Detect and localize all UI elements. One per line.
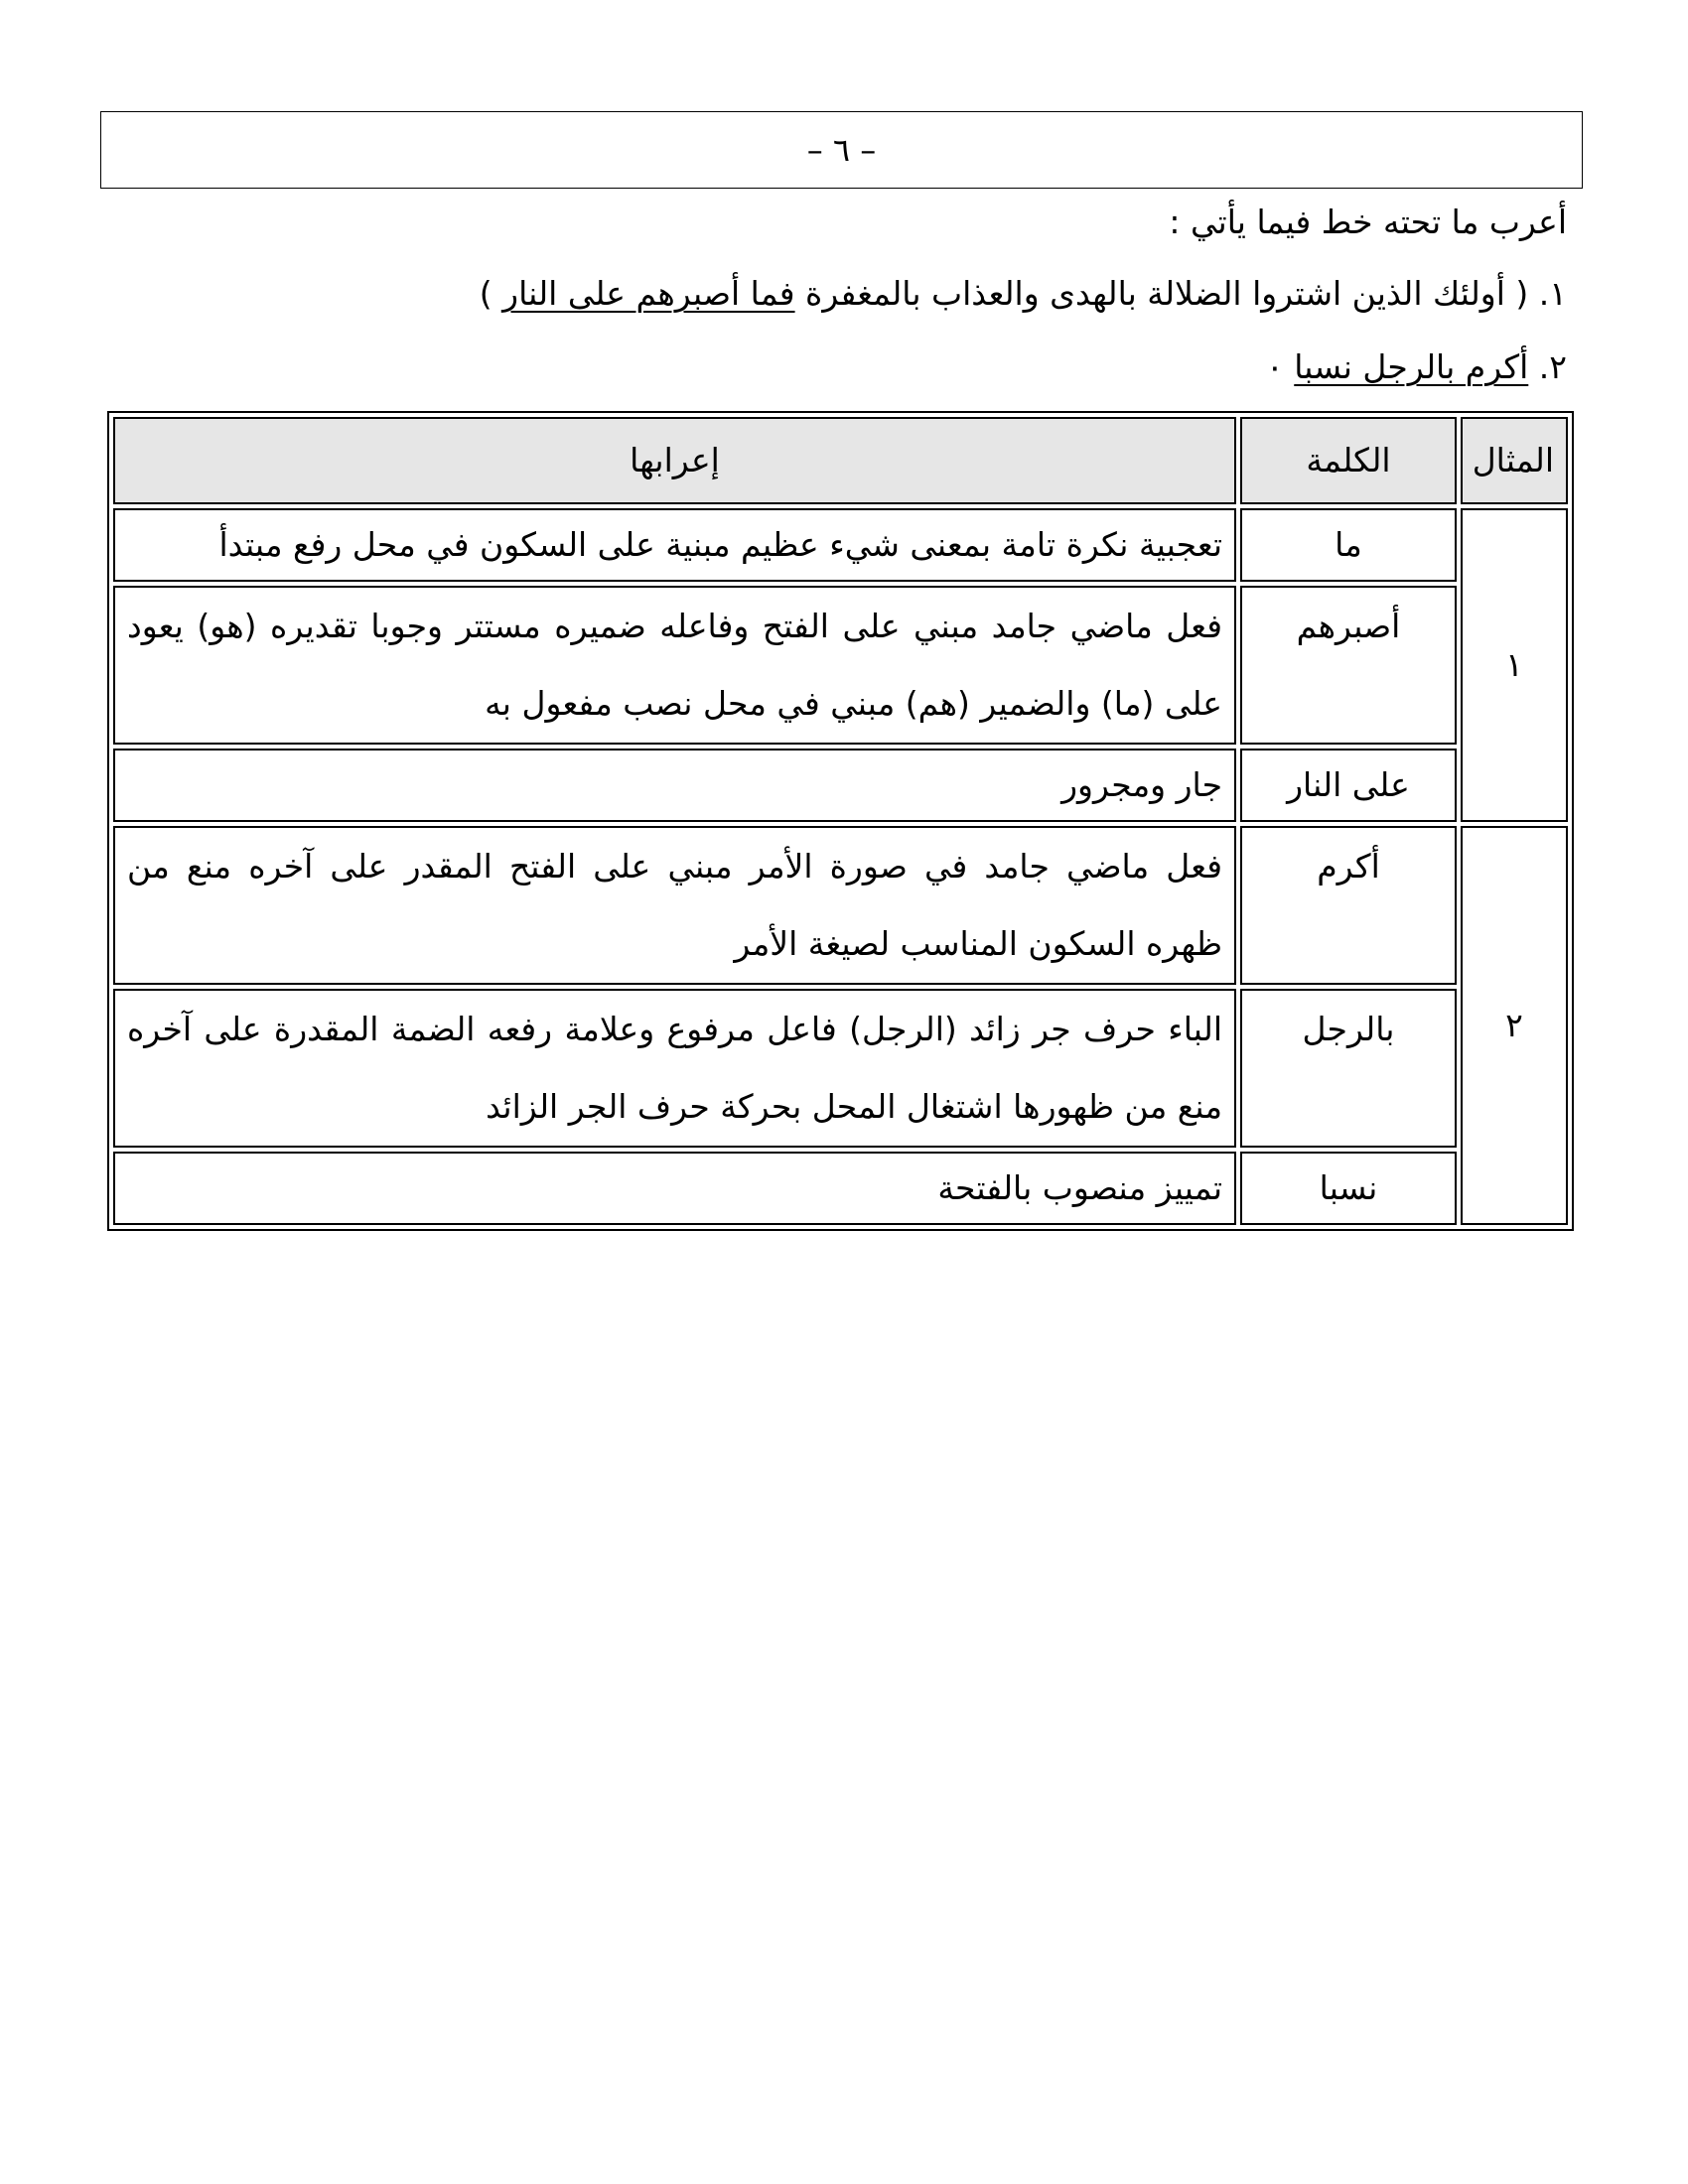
word-cell: بالرجل xyxy=(1240,989,1457,1148)
instruction: أعرب ما تحته خط فيما يأتي : xyxy=(1169,203,1567,241)
header-example: المثال xyxy=(1461,417,1568,504)
table-row xyxy=(113,989,1568,1148)
table-row xyxy=(113,1152,1568,1225)
sentence-1 xyxy=(480,274,1567,314)
word-cell: ما xyxy=(1240,508,1457,582)
parsing-cell: فعل ماضي جامد في صورة الأمر مبني على الفتح المقدر على آخره منع من ظهره السكون المناسب لصيغة الأمر xyxy=(113,826,1236,985)
parsing-cell: تعجبية نكرة تامة بمعنى شيء عظيم مبنية على السكون في محل رفع مبتدأ xyxy=(113,508,1236,582)
table-row xyxy=(113,508,1568,582)
page-number: – ٦ – xyxy=(806,131,877,169)
example-number-2: ٢ xyxy=(1461,826,1568,1225)
table-header-row xyxy=(113,417,1568,504)
sentence-2-suffix: ٠ xyxy=(1266,347,1295,386)
word-cell: أصبرهم xyxy=(1240,586,1457,745)
sentence-2-underlined: أكرم بالرجل نسبا xyxy=(1294,347,1529,386)
word-cell: أكرم xyxy=(1240,826,1457,985)
parsing-cell: جار ومجرور xyxy=(113,749,1236,822)
sentence-2-prefix: ٢. xyxy=(1528,347,1567,386)
header-word: الكلمة xyxy=(1240,417,1457,504)
parsing-cell: تمييز منصوب بالفتحة xyxy=(113,1152,1236,1225)
parsing-cell: فعل ماضي جامد مبني على الفتح وفاعله ضميره مستتر وجوبا تقديره (هو) يعود على (ما) والضمير (هم) مبني في محل نصب مفعول به xyxy=(113,586,1236,745)
page-number-box xyxy=(100,111,1583,189)
parsing-cell: الباء حرف جر زائد (الرجل) فاعل مرفوع وعلامة رفعه الضمة المقدرة على آخره منع من ظهورها اشتغال المحل بحركة حرف الجر الزائد xyxy=(113,989,1236,1148)
table-row xyxy=(113,586,1568,745)
table-row xyxy=(113,826,1568,985)
table-row xyxy=(113,749,1568,822)
word-cell: على النار xyxy=(1240,749,1457,822)
sentence-1-prefix: ١. ( أولئك الذين اشتروا الضلالة بالهدى والعذاب بالمغفرة xyxy=(794,274,1567,313)
example-number-1: ١ xyxy=(1461,508,1568,822)
sentence-2 xyxy=(1266,347,1567,387)
sentence-1-underlined: فما أصبرهم على النار xyxy=(502,274,795,313)
sentence-1-suffix: ) xyxy=(479,274,503,313)
word-cell: نسبا xyxy=(1240,1152,1457,1225)
parsing-table xyxy=(107,411,1574,1231)
header-parsing: إعرابها xyxy=(113,417,1236,504)
